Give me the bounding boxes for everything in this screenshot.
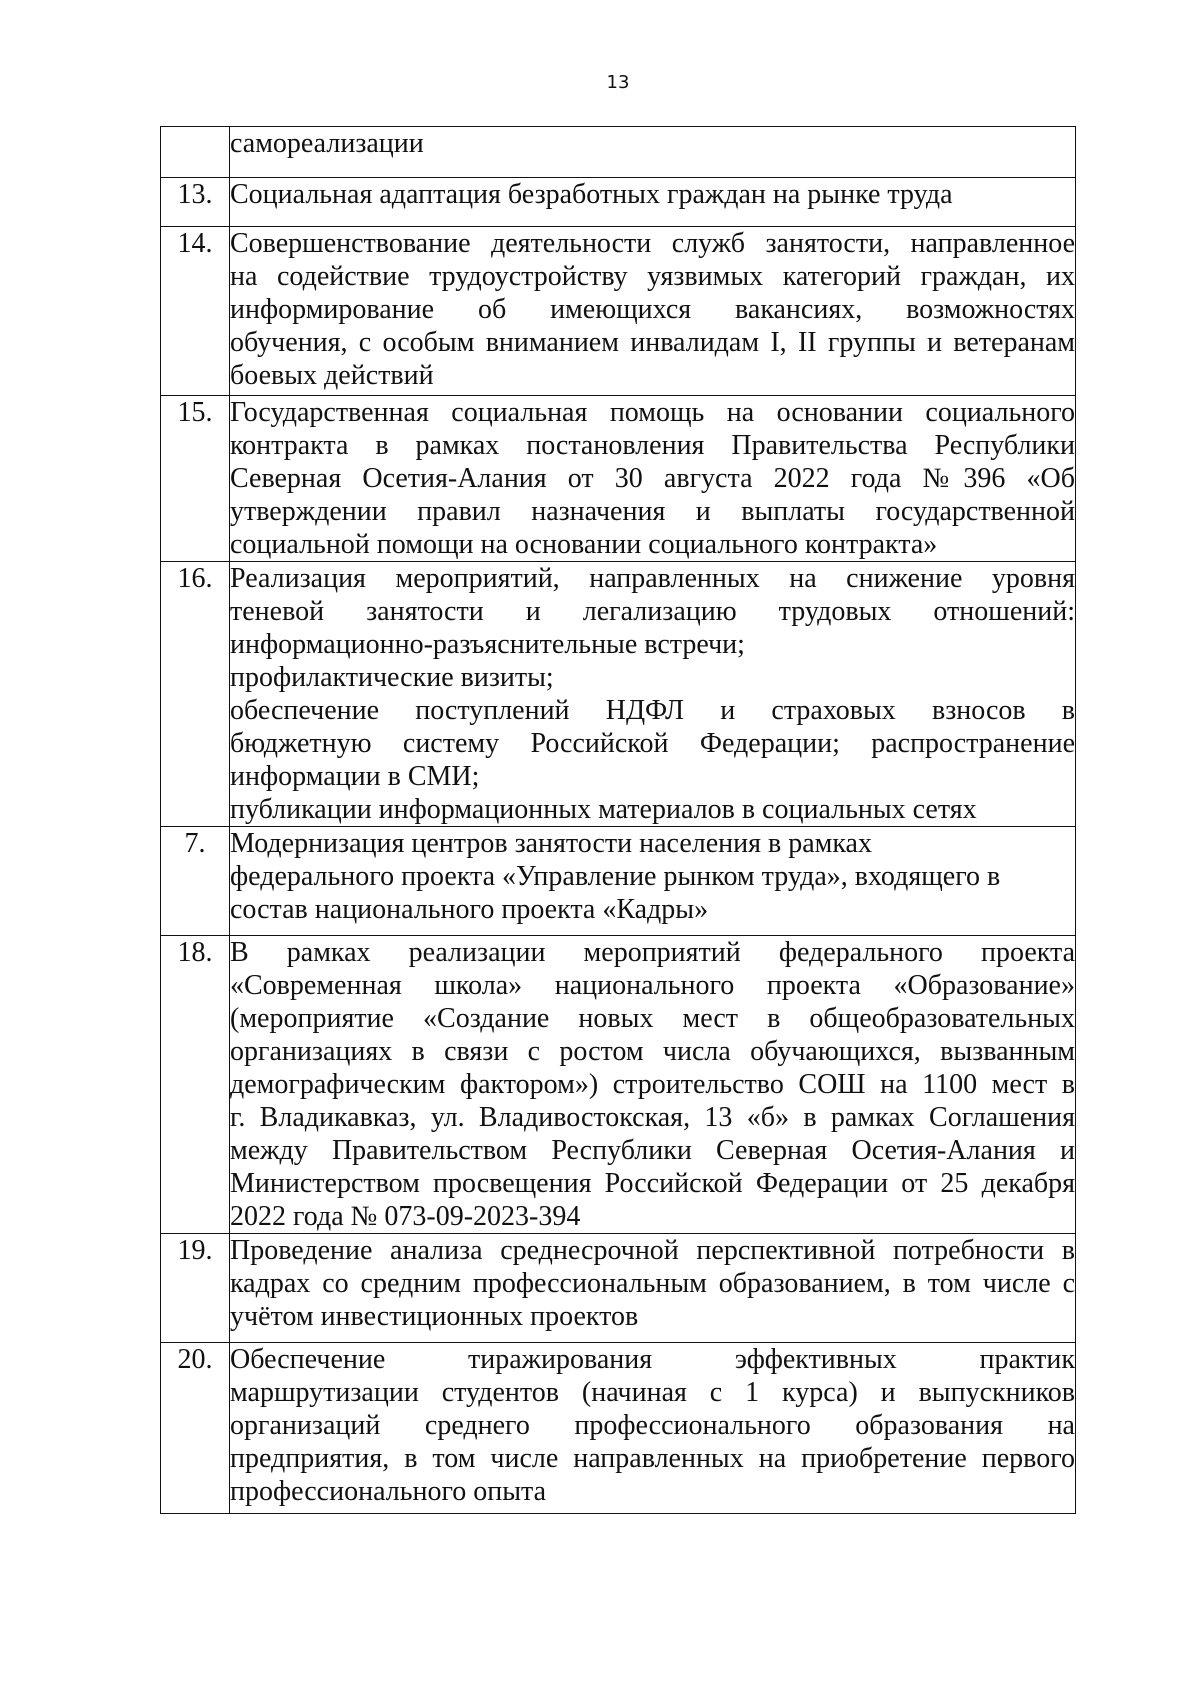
text-line: между Правительством Республики Северная Осетия-Алания и <box>230 1135 1075 1166</box>
text-line: учётом инвестиционных проектов <box>230 1301 639 1332</box>
row-number-cell: 15. <box>161 396 230 562</box>
text-line: профессионального опыта <box>230 1476 547 1507</box>
text-line: состав национального проекта «Кадры» <box>230 894 709 925</box>
text-line: маршрутизации студентов (начиная с 1 курса) и выпускников <box>230 1377 1075 1408</box>
text-line: социальной помощи на основании социального контракта» <box>230 529 938 560</box>
table-row <box>161 127 1076 178</box>
text-line: предприятия, в том числе направленных на приобретение первого <box>230 1443 1075 1474</box>
row-number-cell: 14. <box>161 227 230 396</box>
text-line: публикации информационных материалов в социальных сетях <box>230 794 977 825</box>
text-line: федерального проекта «Управление рынком труда», входящего в <box>230 861 1001 892</box>
row-number-cell: 13. <box>161 178 230 227</box>
text-line: обеспечение поступлений НДФЛ и страховых взносов в <box>230 695 1075 726</box>
table-row <box>161 396 1076 562</box>
text-line: Реализация мероприятий, направленных на снижение уровня <box>230 563 1075 594</box>
text-line: Социальная адаптация безработных граждан на рынке труда <box>230 179 953 210</box>
row-text-cell <box>230 1234 1076 1343</box>
text-line: боевых действий <box>230 360 434 391</box>
row-number-cell: 19. <box>161 1234 230 1343</box>
text-line: «Современная школа» национального проекта «Образование» <box>230 970 1075 1001</box>
text-line: Государственная социальная помощь на основании социального <box>230 397 1075 428</box>
row-text-cell <box>230 936 1076 1234</box>
row-text-cell <box>230 396 1076 562</box>
text-line: информации в СМИ; <box>230 761 480 792</box>
text-line: В рамках реализации мероприятий федерального проекта <box>230 937 1075 968</box>
text-line: организациях в связи с ростом числа обучающихся, вызванным <box>230 1036 1075 1067</box>
text-line: Проведение анализа среднесрочной перспективной потребности в <box>230 1235 1075 1266</box>
row-number-cell: 20. <box>161 1343 230 1514</box>
text-line: Модернизация центров занятости населения в рамках <box>230 828 872 859</box>
text-line: демографическим фактором») строительство СОШ на 1100 мест в <box>230 1069 1075 1100</box>
text-line: обучения, с особым вниманием инвалидам I, II группы и ветеранам <box>230 327 1075 358</box>
row-text-cell <box>230 127 1076 178</box>
text-line: Министерством просвещения Российской Федерации от 25 декабря <box>230 1168 1075 1199</box>
table-row <box>161 936 1076 1234</box>
text-line: кадрах со средним профессиональным образованием, в том числе с <box>230 1268 1075 1299</box>
text-line: профилактические визиты; <box>230 662 554 693</box>
table-row <box>161 1343 1076 1514</box>
text-line: Совершенствование деятельности служб занятости, направленное <box>230 228 1075 259</box>
row-number-cell: 7. <box>161 827 230 936</box>
page-number: 13 <box>606 72 630 93</box>
text-line: бюджетную систему Российской Федерации; распространение <box>230 728 1075 759</box>
row-text-cell <box>230 562 1076 827</box>
row-text-cell <box>230 178 1076 227</box>
table-row <box>161 1234 1076 1343</box>
measures-table <box>160 126 1076 1514</box>
row-number-cell: 18. <box>161 936 230 1234</box>
text-line: на содействие трудоустройству уязвимых категорий граждан, их <box>230 261 1075 292</box>
text-line: (мероприятие «Создание новых мест в общеобразовательных <box>230 1003 1075 1034</box>
text-line: утверждении правил назначения и выплаты государственной <box>230 496 1075 527</box>
text-line: Обеспечение тиражирования эффективных практик <box>230 1344 1075 1375</box>
text-line: Северная Осетия-Алания от 30 августа 2022 года №396 «Об <box>230 463 1075 494</box>
text-line: контракта в рамках постановления Правительства Республики <box>230 430 1075 461</box>
table-row <box>161 178 1076 227</box>
text-line: самореализации <box>230 128 424 159</box>
text-line: г. Владикавказ, ул. Владивостокская, 13 «б» в рамках Соглашения <box>230 1102 1075 1133</box>
row-text-cell <box>230 1343 1076 1514</box>
table-row <box>161 562 1076 827</box>
text-line: организаций среднего профессионального образования на <box>230 1410 1075 1441</box>
row-text-cell <box>230 227 1076 396</box>
row-number-cell: 16. <box>161 562 230 827</box>
text-line: 2022 года № 073-09-2023-394 <box>230 1201 581 1232</box>
row-text-cell <box>230 827 1076 936</box>
table-row <box>161 227 1076 396</box>
text-line: информационно-разъяснительные встречи; <box>230 629 745 660</box>
row-number-cell <box>161 127 230 178</box>
table-row <box>161 827 1076 936</box>
text-line: теневой занятости и легализацию трудовых отношений: <box>230 596 1075 627</box>
text-line: информирование об имеющихся вакансиях, возможностях <box>230 294 1075 325</box>
